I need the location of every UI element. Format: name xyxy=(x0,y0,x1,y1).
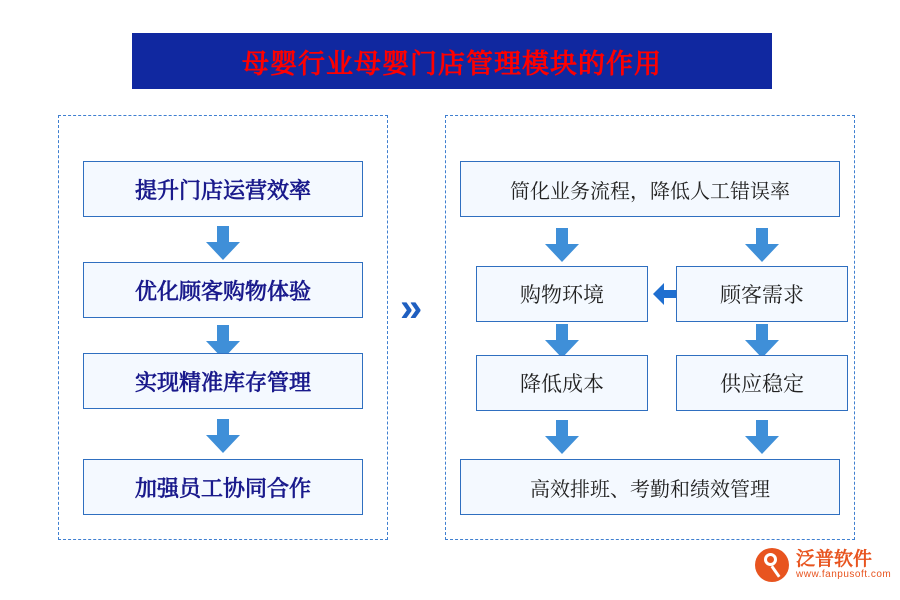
arrow-down-right-4 xyxy=(745,324,779,358)
right-middle-left-box: 购物环境 xyxy=(476,266,648,322)
logo-icon xyxy=(755,548,789,582)
right-top-box: 简化业务流程，降低人工错误率 xyxy=(460,161,840,217)
page-title: 母婴行业母婴门店管理模块的作用 xyxy=(242,48,662,79)
arrow-down-right-2 xyxy=(745,228,779,262)
arrow-down-right-1 xyxy=(545,228,579,262)
left-item-4: 加强员工协同合作 xyxy=(83,459,363,515)
logo-name-cn: 泛普软件 xyxy=(796,548,873,570)
brand-logo xyxy=(755,548,891,582)
logo-text xyxy=(796,550,891,580)
arrow-down-left-1 xyxy=(206,226,240,260)
arrow-down-right-5 xyxy=(545,420,579,454)
logo-name-en: www.fanpusoft.com xyxy=(796,568,892,580)
right-lower-left-box: 降低成本 xyxy=(476,355,648,411)
arrow-down-left-3 xyxy=(206,419,240,453)
arrow-down-right-3 xyxy=(545,324,579,358)
left-item-1: 提升门店运营效率 xyxy=(83,161,363,217)
left-item-3: 实现精准库存管理 xyxy=(83,353,363,409)
right-bottom-box: 高效排班、考勤和绩效管理 xyxy=(460,459,840,515)
right-middle-right-box: 顾客需求 xyxy=(676,266,848,322)
chevron-right-icon: » xyxy=(400,286,423,330)
title-banner xyxy=(132,33,772,89)
arrow-down-right-6 xyxy=(745,420,779,454)
left-item-2: 优化顾客购物体验 xyxy=(83,262,363,318)
right-lower-right-box: 供应稳定 xyxy=(676,355,848,411)
